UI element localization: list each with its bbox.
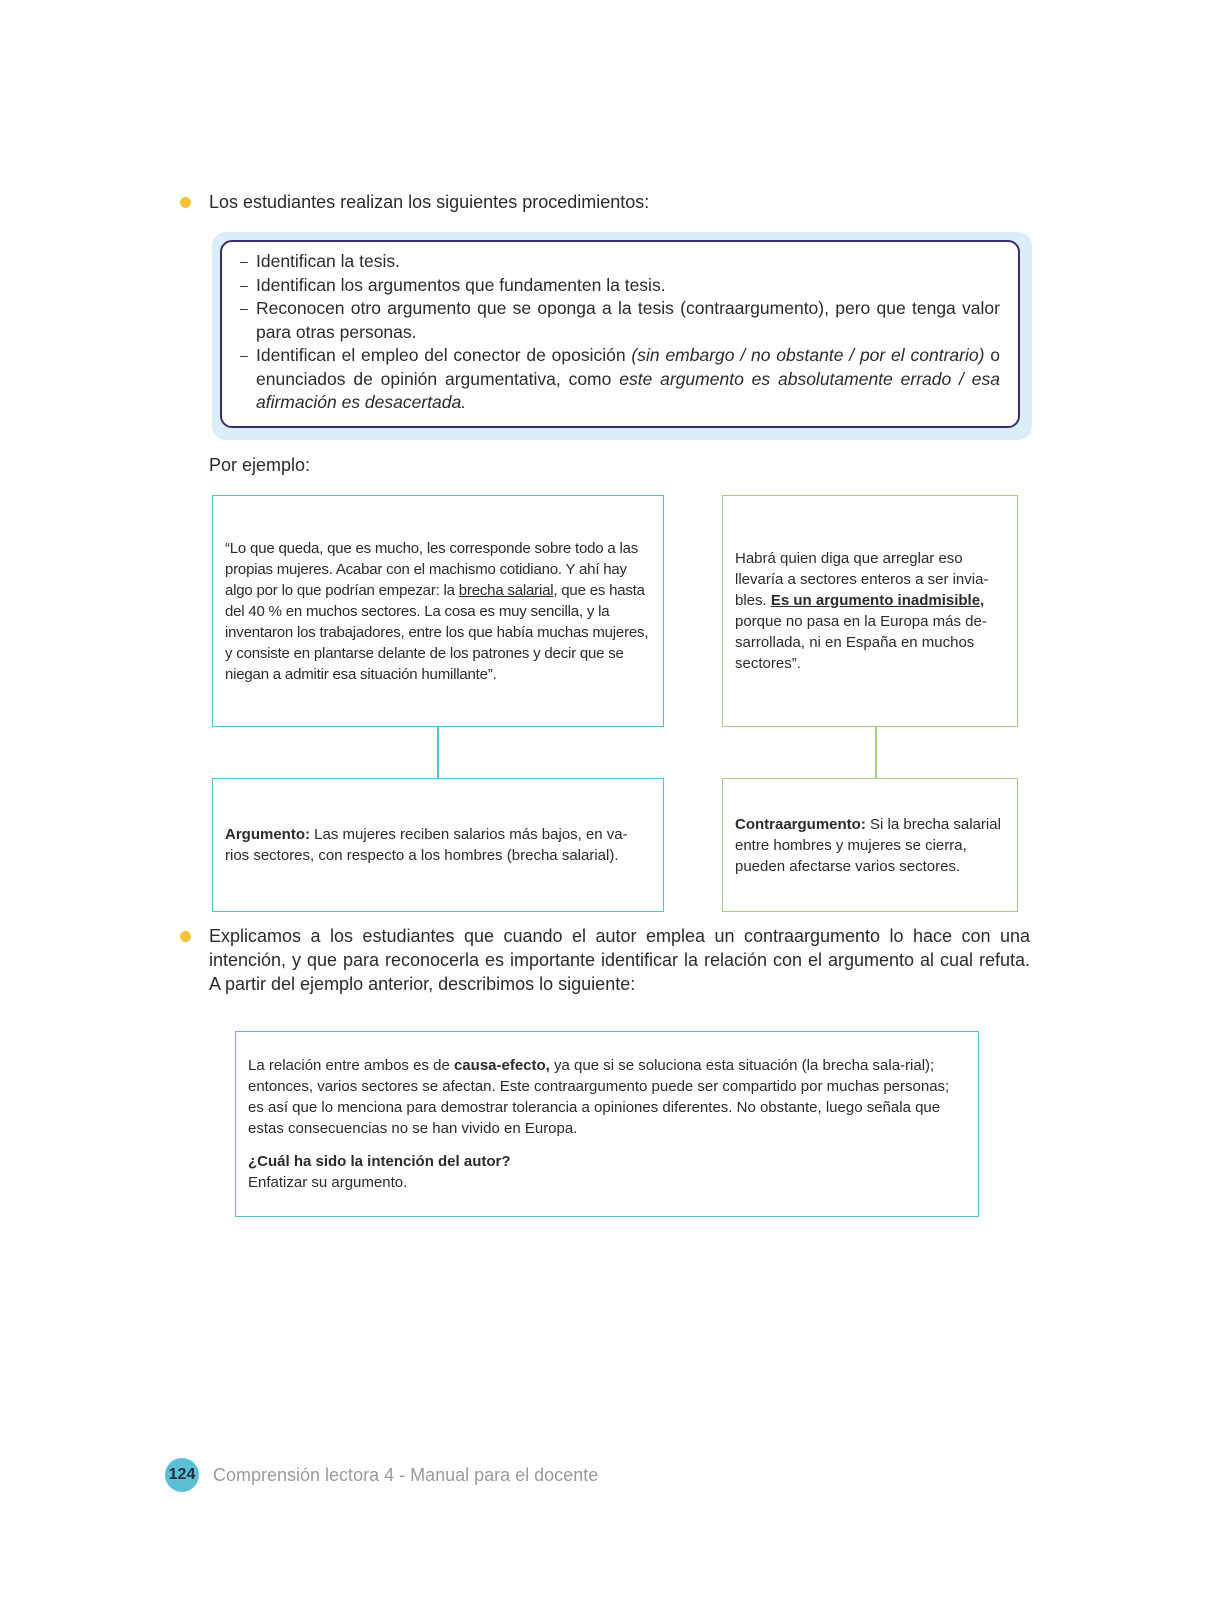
procedure-item: – Identifican la tesis. (240, 250, 1000, 274)
bullet-procedures (180, 190, 649, 214)
example-label: Por ejemplo: (209, 455, 311, 475)
relation-box (235, 1031, 979, 1217)
author-intention-question: ¿Cuál ha sido la intención del autor? (248, 1153, 511, 1170)
bullet-dot-icon (180, 197, 191, 208)
bullet-procedures-text: Los estudiantes realizan los siguientes procedimientos: (209, 192, 650, 212)
procedure-item: – Identifican los argumentos que fundamenten la tesis. (240, 274, 1000, 298)
argument-box (212, 778, 664, 912)
cause-effect-bold: causa-efecto, (453, 1057, 550, 1074)
procedures-box (220, 240, 1020, 428)
connector-line-right (875, 727, 877, 778)
relation-text: La relación entre ambos es de causa-efecto, ya que si se soluciona esta situación (la brecha sala-rial); entonces, varios sectores se afectan. Este contraargumento puede ser compartido por muchas personas; es así que lo menciona para demostrar tolerancia a opiniones diferentes. No obstante, luego señala que estas consecuencias no se han vivido en Europa. (248, 1057, 950, 1137)
page-number-badge: 124 (165, 1458, 199, 1492)
procedure-item: – Reconocen otro argumento que se oponga a la tesis (contraargumento), pero que tenga valor para otras personas. (240, 297, 1000, 344)
thesis-box (722, 495, 1018, 727)
connector-examples: (sin embargo / no obstante / por el contrario) (631, 345, 985, 365)
opinion-examples: este argumento es absolutamente errado / esa afirmación es desacertada. (256, 368, 1000, 412)
footer-title: Comprensión lectora 4 - Manual para el docente (213, 1464, 599, 1485)
author-intention-answer: Enfatizar su argumento. (248, 1174, 408, 1191)
bullet-explanation (180, 924, 1030, 996)
quote-text: “Lo que queda, que es mucho, les corresponde sobre todo a las propias mujeres. Acabar con el machismo cotidiano. Y ahí hay algo por lo que podrían empezar: la brecha salarial, que es hasta del 40 % en muchos sectores. La cosa es muy sencilla, y la inventaron los trabajadores, entre los que había muchas mujeres, y consiste en plantarse delante de los patrones y decir que se niegan a admitir esa situación humillante”. (225, 539, 649, 683)
quote-box (212, 495, 664, 727)
procedures-list (240, 250, 1000, 415)
bullet-explanation-text: Explicamos a los estudiantes que cuando el autor emplea un contraargumento lo hace con una intención, y que para reconocerla es importante identificar la relación con el argumento al cual refuta. A partir del ejemplo anterior, describimos lo siguiente: (209, 926, 1030, 994)
relation-content (248, 1055, 966, 1193)
argument-text: Argumento: Las mujeres reciben salarios más bajos, en va-rios sectores, con respecto a los hombres (brecha salarial). (225, 826, 628, 864)
thesis-text: Habrá quien diga que arreglar eso llevaría a sectores enteros a ser invia-bles. Es un argumento inadmisible, porque no pasa en la Europa más de-sarrollada, ni en España en muchos sectores”. (735, 550, 989, 672)
connector-line-left (437, 727, 439, 778)
bullet-dot-icon (180, 931, 191, 942)
procedure-item: – Identifican el empleo del conector de oposición (sin embargo / no obstante / por el contrario) o enunciados de opinión argumentativa, como este argumento es absolutamente errado / esa afirmación es desacertada. (240, 344, 1000, 415)
argument-label: Argumento: (225, 826, 310, 843)
brecha-salarial-underlined: brecha salarial (458, 581, 554, 599)
counterargument-box (722, 778, 1018, 912)
page-footer (165, 1458, 598, 1492)
inadmissible-highlight: Es un argumento inadmisible, (770, 592, 985, 609)
counterargument-text: Contraargumento: Si la brecha salarial entre hombres y mujeres se cierra, pueden afectarse varios sectores. (735, 815, 1001, 875)
counterargument-label: Contraargumento: (735, 815, 866, 833)
